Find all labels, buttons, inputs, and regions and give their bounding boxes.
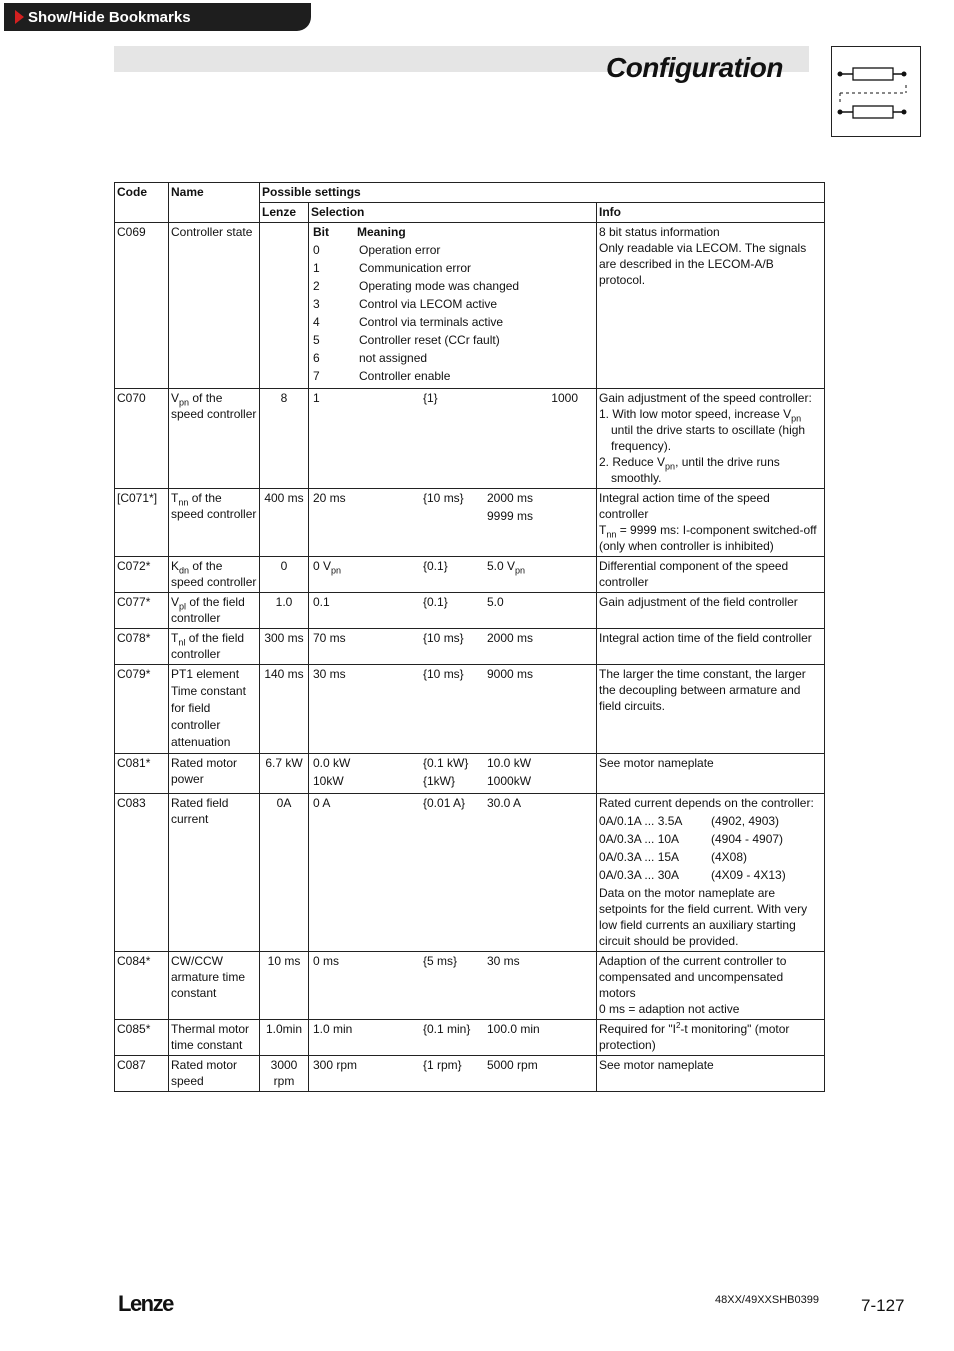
lenze-cell: 6.7 kW bbox=[260, 754, 309, 794]
selection-cell: 0 ms {5 ms} 30 ms bbox=[309, 952, 597, 1020]
name-cell: $K_{dn}$ of the speed controller bbox=[169, 557, 260, 593]
configuration-icon bbox=[831, 46, 921, 137]
show-hide-bookmarks-button[interactable] bbox=[4, 3, 311, 31]
bookmark-arrow-icon bbox=[15, 10, 24, 24]
header-code: Code bbox=[115, 183, 169, 223]
name-cell: Thermal motor time constant bbox=[169, 1020, 260, 1056]
table-row-c081 bbox=[115, 754, 825, 794]
selection-cell bbox=[309, 223, 597, 389]
selection-cell: 1.0 min {0.1 min} 100.0 min bbox=[309, 1020, 597, 1056]
table-row-c079 bbox=[115, 665, 825, 754]
selection-cell: 20 ms {10 ms} 2000 ms 9999 ms bbox=[309, 489, 597, 557]
name-cell: Rated motor power bbox=[169, 754, 260, 794]
info-cell: See motor nameplate bbox=[597, 754, 825, 794]
bit-row: 2 Operating mode was changed bbox=[313, 279, 520, 293]
info-cell: The larger the time constant, the larger the decoupling between armature and field circuits. bbox=[597, 665, 825, 754]
bit-header: Bit bbox=[313, 225, 329, 239]
header-selection: Selection bbox=[309, 203, 597, 223]
table-row-c083 bbox=[115, 794, 825, 952]
info-cell: Integral action time of the speed controller $T_{nn} = 9999$ ms: I-component switched-off (only when controller is inhibited) bbox=[597, 489, 825, 557]
lenze-cell: 1.0 bbox=[260, 593, 309, 629]
code-cell: C087 bbox=[115, 1056, 169, 1092]
table-row-c069 bbox=[115, 223, 825, 389]
lenze-cell: 300 ms bbox=[260, 629, 309, 665]
lenze-cell: 10 ms bbox=[260, 952, 309, 1020]
bit-row: 4 Control via terminals active bbox=[313, 315, 504, 329]
lenze-cell bbox=[260, 223, 309, 389]
name-cell: Controller state bbox=[169, 223, 260, 389]
table-row-c077 bbox=[115, 593, 825, 629]
header-info: Info bbox=[597, 203, 825, 223]
lenze-cell: 140 ms bbox=[260, 665, 309, 754]
lenze-logo: Lenze bbox=[118, 1291, 173, 1316]
name-cell: Rated motor speed bbox=[169, 1056, 260, 1092]
current-range-row: 0A/0.3A ... 30A (4X09 - 4X13) bbox=[599, 868, 786, 882]
page-number: 7-127 bbox=[861, 1296, 905, 1315]
header-possible-settings: Possible settings bbox=[260, 183, 825, 203]
table-row-c072 bbox=[115, 557, 825, 593]
info-cell: Required for "$I^2-t$ monitoring" (motor protection) bbox=[597, 1020, 825, 1056]
selection-cell: 0.0 kW {0.1 kW} 10.0 kW 10kW {1kW} 1000kW bbox=[309, 754, 597, 794]
selection-cell: 300 rpm {1 rpm} 5000 rpm bbox=[309, 1056, 597, 1092]
table-row-c078 bbox=[115, 629, 825, 665]
name-cell: $V_{pl}$ of the field controller bbox=[169, 593, 260, 629]
info-cell: Gain adjustment of the speed controller: 1. With low motor speed, increase $V_{pn}$ until the drive starts to oscillate (high frequency). 2. Reduce $V_{pn}$, until the drive runs smoothly. bbox=[597, 389, 825, 489]
info-cell: Gain adjustment of the field controller bbox=[597, 593, 825, 629]
lenze-cell: 1.0min bbox=[260, 1020, 309, 1056]
code-cell: C083 bbox=[115, 794, 169, 952]
header-name: Name bbox=[169, 183, 260, 223]
selection-cell: 1 {1} 1000 bbox=[309, 389, 597, 489]
meaning-header: Meaning bbox=[357, 225, 406, 239]
code-cell: C078* bbox=[115, 629, 169, 665]
table-row-c070 bbox=[115, 389, 825, 489]
lenze-cell: 8 bbox=[260, 389, 309, 489]
selection-cell: 0 $V_{pn}$ {0.1} 5.0 $V_{pn}$ bbox=[309, 557, 597, 593]
bit-row: 1 Communication error bbox=[313, 261, 472, 275]
code-cell: [C071*] bbox=[115, 489, 169, 557]
name-cell: $V_{pn}$ of the speed controller bbox=[169, 389, 260, 489]
bit-row: 3 Control via LECOM active bbox=[313, 297, 498, 311]
header-row-1 bbox=[115, 183, 825, 203]
info-cell: Rated current depends on the controller: 0A/0.1A ... 3.5A (4902, 4903) 0A/0.3A ... 10A (4904 - 4907) 0A/0.3A ... 15A (4X08) 0A/0.3A ... 30A (4X09 - 4X13) Data on the motor nameplate are setpoints for the field current. With very low field currents an auxiliary starting circuit should be provided. bbox=[597, 794, 825, 952]
lenze-cell: 0A bbox=[260, 794, 309, 952]
info-cell: Integral action time of the field controller bbox=[597, 629, 825, 665]
selection-cell: 30 ms {10 ms} 9000 ms bbox=[309, 665, 597, 754]
header-lenze: Lenze bbox=[260, 203, 309, 223]
table-row-c084 bbox=[115, 952, 825, 1020]
name-cell: CW/CCW armature time constant bbox=[169, 952, 260, 1020]
selection-cell: 0 A {0.01 A} 30.0 A bbox=[309, 794, 597, 952]
code-cell: C070 bbox=[115, 389, 169, 489]
configuration-table bbox=[114, 182, 825, 1092]
code-cell: C079* bbox=[115, 665, 169, 754]
code-cell: C072* bbox=[115, 557, 169, 593]
info-cell: See motor nameplate bbox=[597, 1056, 825, 1092]
lenze-cell: 400 ms bbox=[260, 489, 309, 557]
info-cell: 8 bit status information Only readable via LECOM. The signals are described in the LECOM-A/B protocol. bbox=[597, 223, 825, 389]
code-cell: C069 bbox=[115, 223, 169, 389]
table-row-c085 bbox=[115, 1020, 825, 1056]
table-row-c071 bbox=[115, 489, 825, 557]
name-cell: $T_{nn}$ of the speed controller bbox=[169, 489, 260, 557]
code-cell: C084* bbox=[115, 952, 169, 1020]
selection-cell: 70 ms {10 ms} 2000 ms bbox=[309, 629, 597, 665]
table-row-c087 bbox=[115, 1056, 825, 1092]
document-code: 48XX/49XXSHB0399 bbox=[715, 1294, 819, 1306]
name-cell: Rated field current bbox=[169, 794, 260, 952]
lenze-cell: 3000 rpm bbox=[260, 1056, 309, 1092]
code-cell: C081* bbox=[115, 754, 169, 794]
name-cell: $T_{nl}$ of the field controller bbox=[169, 629, 260, 665]
lenze-cell: 0 bbox=[260, 557, 309, 593]
bit-row: 7 Controller enable bbox=[313, 369, 451, 383]
bit-row: 0 Operation error bbox=[313, 243, 441, 257]
name-cell: PT1 element Time constant for field controller attenuation bbox=[169, 665, 260, 754]
bit-row: 6 not assigned bbox=[313, 351, 428, 365]
current-range-row: 0A/0.1A ... 3.5A (4902, 4903) bbox=[599, 814, 780, 828]
bit-row: 5 Controller reset (CCr fault) bbox=[313, 333, 500, 347]
code-cell: C077* bbox=[115, 593, 169, 629]
current-range-row: 0A/0.3A ... 15A (4X08) bbox=[599, 850, 748, 864]
page-title: Configuration bbox=[605, 52, 783, 83]
current-range-row: 0A/0.3A ... 10A (4904 - 4907) bbox=[599, 832, 784, 846]
code-cell: C085* bbox=[115, 1020, 169, 1056]
info-cell: Differential component of the speed controller bbox=[597, 557, 825, 593]
info-cell: Adaption of the current controller to compensated and uncompensated motors 0 ms = adaption not active bbox=[597, 952, 825, 1020]
bookmarks-label: Show/Hide Bookmarks bbox=[28, 8, 191, 26]
selection-cell: 0.1 {0.1} 5.0 bbox=[309, 593, 597, 629]
